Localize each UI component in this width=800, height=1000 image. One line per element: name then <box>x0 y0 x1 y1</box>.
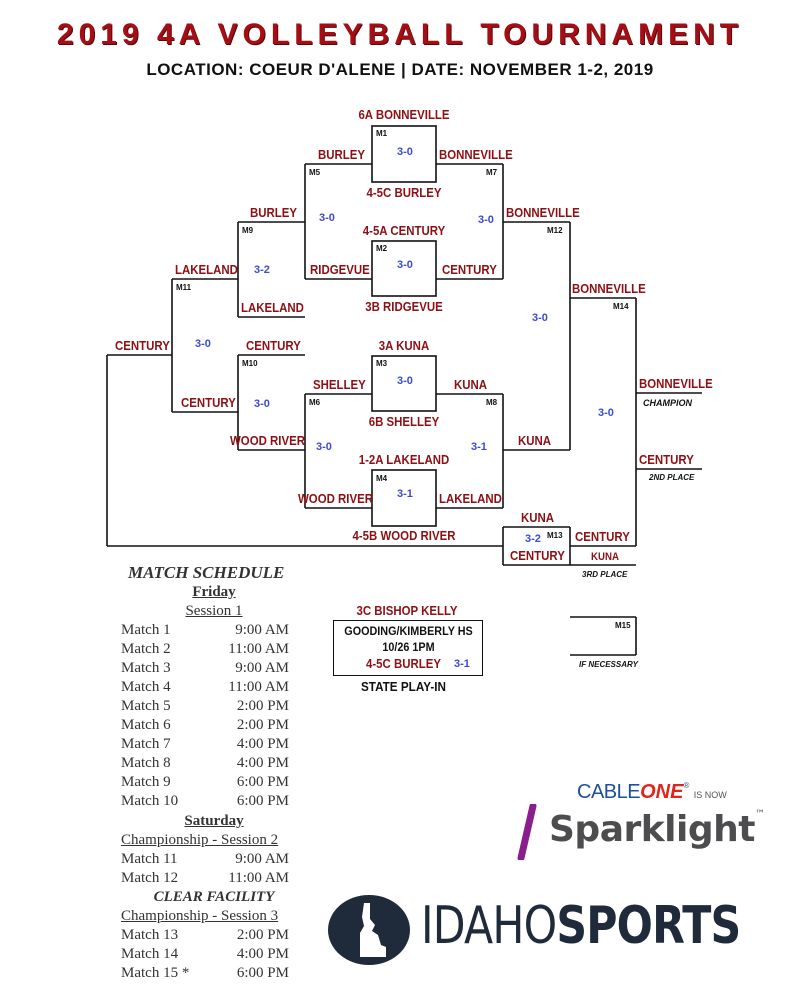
m14-label: M14 <box>613 302 629 311</box>
m12-top-team: BONNEVILLE <box>506 205 580 220</box>
schedule-friday: Friday <box>192 584 236 600</box>
sparklight-slash-icon <box>516 804 538 860</box>
idaho-sports-wordmark <box>421 896 740 956</box>
m2-top-team: 4-5A CENTURY <box>362 223 446 238</box>
m9-label: M9 <box>242 226 254 235</box>
match-time: 2:00 PM <box>236 927 289 943</box>
cable-one-logo <box>577 781 727 804</box>
m1-bottom-team: 4-5C BURLEY <box>366 185 442 200</box>
match-time: 2:00 PM <box>236 717 289 733</box>
m14-score: 3-0 <box>598 407 614 419</box>
match-name: Match 11 <box>121 851 178 867</box>
m8-score: 3-1 <box>471 441 487 453</box>
second-place-team: CENTURY <box>639 452 694 467</box>
schedule-row <box>121 965 289 982</box>
m1-label: M1 <box>376 129 388 138</box>
m3-bottom-team: 6B SHELLEY <box>368 414 440 429</box>
match-time: 4:00 PM <box>236 755 289 771</box>
m13-score: 3-2 <box>525 533 541 545</box>
century-left-team: CENTURY <box>115 338 170 353</box>
schedule-row <box>121 927 289 944</box>
match-name: Match 14 <box>121 946 179 962</box>
m4-score: 3-1 <box>397 488 413 500</box>
idaho-state-icon <box>326 893 412 967</box>
schedule-row <box>121 660 289 677</box>
m14-top-team: BONNEVILLE <box>572 281 646 296</box>
schedule-row <box>121 870 289 887</box>
champion-team: BONNEVILLE <box>639 376 713 391</box>
m8-label: M8 <box>486 398 498 407</box>
m9-bottom-team: LAKELAND <box>241 300 304 315</box>
m7-label: M7 <box>486 168 498 177</box>
m8-bottom-team: LAKELAND <box>439 491 502 506</box>
schedule-row <box>121 736 289 753</box>
champion-note: CHAMPION <box>643 398 692 408</box>
m7-bottom-team: CENTURY <box>442 262 497 277</box>
tournament-title: 2019 4A VOLLEYBALL TOURNAMENT <box>56 18 744 51</box>
schedule-clear-facility: CLEAR FACILITY <box>153 889 275 905</box>
sparklight-wordmark <box>549 809 764 850</box>
match-name: Match 2 <box>121 641 171 657</box>
match-name: Match 4 <box>121 679 171 695</box>
playin-winner: 4-5C BURLEY <box>366 656 442 671</box>
m10-score: 3-0 <box>254 398 270 410</box>
m9-top-team: BURLEY <box>250 205 298 220</box>
match-name: Match 15 * <box>121 965 190 981</box>
m7-top-team: BONNEVILLE <box>439 147 513 162</box>
schedule-session3: Championship - Session 3 <box>121 908 279 924</box>
third-place-team: KUNA <box>591 551 619 563</box>
schedule-row <box>121 793 289 810</box>
m2-score: 3-0 <box>397 259 413 271</box>
match-time: 11:00 AM <box>228 870 289 886</box>
playin-date: 10/26 1PM <box>382 640 435 654</box>
schedule-row <box>121 622 289 639</box>
is-now-text: IS NOW <box>693 790 727 800</box>
location-date-subtitle: LOCATION: COEUR D'ALENE | DATE: NOVEMBER 1-2, 2019 <box>146 60 654 79</box>
match-name: Match 9 <box>121 774 171 790</box>
match-name: Match 13 <box>121 927 179 943</box>
m7-score: 3-0 <box>478 214 494 226</box>
m10-top-team: CENTURY <box>246 338 301 353</box>
match-name: Match 1 <box>121 622 171 638</box>
m4-top-team: 1-2A LAKELAND <box>358 452 450 467</box>
schedule-row <box>121 755 289 772</box>
match-name: Match 8 <box>121 755 171 771</box>
m1-score: 3-0 <box>397 146 413 158</box>
m6-label: M6 <box>309 398 321 407</box>
m4-bottom-team: 4-5B WOOD RIVER <box>352 528 456 543</box>
match-time: 4:00 PM <box>236 946 289 962</box>
match-time: 2:00 PM <box>236 698 289 714</box>
match-time: 6:00 PM <box>236 793 289 809</box>
m12-label: M12 <box>547 226 563 235</box>
match-name: Match 7 <box>121 736 171 752</box>
m12-score: 3-0 <box>532 312 548 324</box>
m15-label: M15 <box>615 621 631 630</box>
m14-bottom-team: CENTURY <box>575 529 630 544</box>
schedule-row <box>121 774 289 791</box>
match-time: 9:00 AM <box>235 622 289 638</box>
m6-score: 3-0 <box>316 441 332 453</box>
m11-top-team: LAKELAND <box>175 262 238 277</box>
schedule-session1: Session 1 <box>185 603 243 619</box>
m13-top-team: KUNA <box>521 510 555 525</box>
playin-footer: STATE PLAY-IN <box>361 679 446 694</box>
m5-bottom-team: RIDGEVUE <box>310 262 370 277</box>
schedule-row <box>121 698 289 715</box>
schedule-row <box>121 641 289 658</box>
m11-label: M11 <box>176 283 192 292</box>
match-time: 9:00 AM <box>235 660 289 676</box>
schedule-row <box>121 946 289 963</box>
match-time: 11:00 AM <box>228 641 289 657</box>
m2-label: M2 <box>376 244 388 253</box>
m6-top-team: SHELLEY <box>313 377 366 392</box>
m5-label: M5 <box>309 168 321 177</box>
schedule-row <box>121 717 289 734</box>
reg-mark: ® <box>683 781 690 790</box>
m3-top-team: 3A KUNA <box>378 338 430 353</box>
idaho-text: IDAHO <box>421 896 557 956</box>
match-name: Match 6 <box>121 717 171 733</box>
match-time: 4:00 PM <box>236 736 289 752</box>
schedule-title: MATCH SCHEDULE <box>128 563 285 582</box>
tm-mark: ™ <box>754 809 765 820</box>
m11-score: 3-0 <box>195 338 211 350</box>
sports-text: SPORTS <box>556 896 741 956</box>
match-name: Match 12 <box>121 870 179 886</box>
match-time: 6:00 PM <box>236 965 289 981</box>
m6-bottom-team: WOOD RIVER <box>298 491 374 506</box>
m9-score: 3-2 <box>254 264 270 276</box>
m10-bottom-team: WOOD RIVER <box>230 433 306 448</box>
m3-score: 3-0 <box>397 375 413 387</box>
playin-score: 3-1 <box>454 658 470 670</box>
m4-label: M4 <box>376 474 388 483</box>
m13-bottom-team: CENTURY <box>510 548 565 563</box>
match-time: 6:00 PM <box>236 774 289 790</box>
cable-text: CABLE <box>577 781 641 803</box>
schedule-row <box>121 679 289 696</box>
schedule-row <box>121 851 289 868</box>
m5-score: 3-0 <box>319 212 335 224</box>
match-name: Match 5 <box>121 698 171 714</box>
sparklight-text: Sparklight <box>549 809 755 850</box>
m1-top-team: 6A BONNEVILLE <box>358 107 450 122</box>
one-text: ONE <box>640 781 684 803</box>
second-place-note: 2ND PLACE <box>649 473 695 482</box>
third-place-note: 3RD PLACE <box>582 570 628 579</box>
if-necessary-note: IF NECESSARY <box>579 660 638 669</box>
match-name: Match 3 <box>121 660 171 676</box>
m5-top-team: BURLEY <box>318 147 366 162</box>
match-time: 11:00 AM <box>228 679 289 695</box>
match-time: 9:00 AM <box>235 851 289 867</box>
schedule-saturday: Saturday <box>184 813 244 829</box>
m10-label: M10 <box>242 359 258 368</box>
playin-top-team: 3C BISHOP KELLY <box>356 603 458 618</box>
m12-bottom-team: KUNA <box>518 433 552 448</box>
match-name: Match 10 <box>121 793 179 809</box>
m2-bottom-team: 3B RIDGEVUE <box>365 299 443 314</box>
playin-site: GOODING/KIMBERLY HS <box>344 624 473 638</box>
schedule-session2: Championship - Session 2 <box>121 832 279 848</box>
m3-label: M3 <box>376 359 388 368</box>
m13-label: M13 <box>547 531 563 540</box>
m8-top-team: KUNA <box>454 377 488 392</box>
m11-bottom-team: CENTURY <box>181 395 236 410</box>
